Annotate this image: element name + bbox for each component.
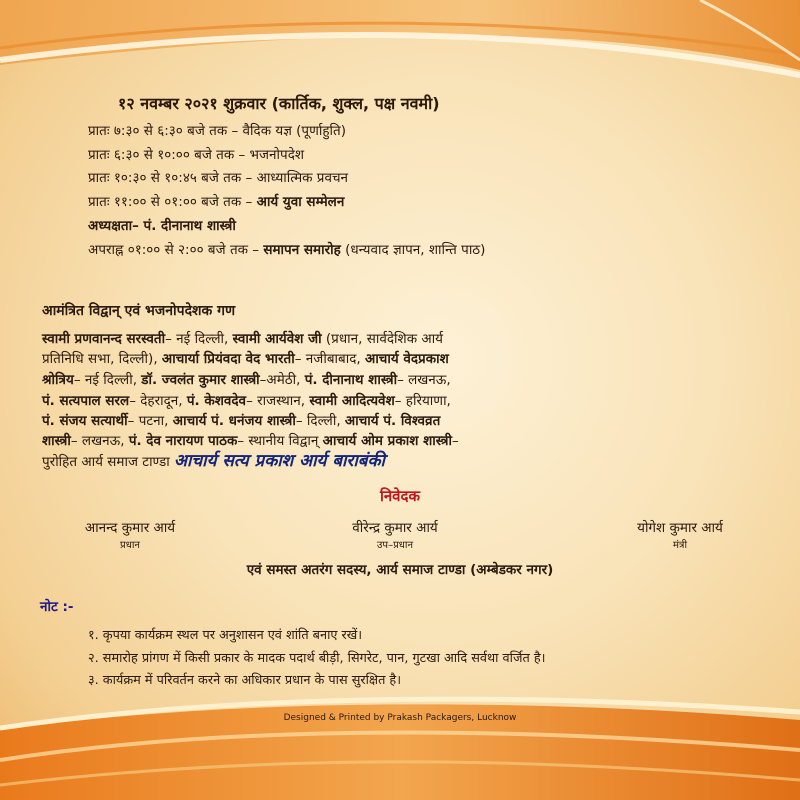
schedule-item (88, 145, 304, 165)
closing-line (88, 240, 485, 260)
handwritten-signature: आचार्य सत्य प्रकाश आर्य बाराबंकी (174, 451, 385, 471)
invited-line (42, 391, 451, 411)
scholar-place: – (451, 433, 459, 449)
scholar-name: आचार्य ओम प्रकाश शास्त्री (322, 433, 452, 449)
schedule-time: प्रातः १०:३० से १०:४५ बजे तक – (88, 170, 253, 186)
scholar-place: – नजीबाबाद, (294, 351, 365, 367)
schedule-time: प्रातः ७:३० से ६:३० बजे तक – (88, 123, 239, 139)
schedule-item (88, 192, 344, 212)
official-name: आनन्द कुमार आर्य (84, 520, 176, 536)
scholar-name: पं. केशवदेव (186, 393, 247, 409)
schedule-time: प्रातः ११:०० से ०१:०० बजे तक – (88, 194, 253, 210)
note-item: २. समारोह प्रांगण में किसी प्रकार के मादक पदार्थ बीड़ी, सिगरेट, पान, गुटखा आदि सर्वथा वर्जित है। (88, 651, 546, 666)
closing-detail: (धन्यवाद ज्ञापन, शान्ति पाठ) (345, 242, 486, 258)
official-name: योगेश कुमार आर्य (637, 520, 723, 536)
scholar-place: – लखनऊ, (397, 372, 451, 388)
note-title: नोट :- (40, 599, 74, 615)
scholar-place: – पटना, (127, 413, 173, 429)
event-date-header: १२ नवम्बर २०२१ शुक्रवार (कार्तिक, शुक्ल, पक्ष नवमी) (118, 94, 440, 113)
scholar-name: पं. सत्यपाल सरल (42, 393, 130, 409)
scholar-name: आचार्या प्रियंवदा वेद भारती (161, 351, 295, 367)
scholar-name: पं. संजय सत्यार्थी (42, 413, 128, 429)
official-name: वीरेन्द्र कुमार आर्य (352, 520, 438, 536)
official-minister (590, 518, 770, 551)
invited-last-line (42, 451, 385, 472)
scholar-name: आचार्य वेदप्रकाश (364, 351, 449, 367)
invited-line (42, 329, 443, 349)
scholar-name: स्वामी आर्यवेश जी (232, 331, 322, 347)
schedule-event: आध्यात्मिक प्रवचन (256, 170, 349, 186)
scholar-place: – नई दिल्ली, (73, 372, 142, 388)
scholar-place: – दिल्ली, (295, 413, 345, 429)
official-vice-president (300, 518, 490, 551)
printer-credit: Designed & Printed by Prakash Packagers, Lucknow (283, 713, 517, 723)
scholar-place: – स्थानीय विद्वान् (237, 433, 323, 449)
official-president (40, 518, 220, 551)
scholar-name: स्वामी प्रणवानन्द सरस्वती (42, 331, 166, 347)
schedule-item (88, 168, 348, 188)
scholar-place: – नई दिल्ली, (165, 331, 233, 347)
scholar-place: –अमेठी, (259, 372, 305, 388)
schedule-event: भजनोपदेश (249, 147, 305, 163)
scholar-place: – हरियाणा, (394, 393, 451, 409)
note-item: १. कृपया कार्यक्रम स्थल पर अनुशासन एवं शांति बनाए रखें। (88, 628, 363, 643)
schedule-time: प्रातः ६:३० से १०:०० बजे तक – (88, 147, 246, 163)
scholar-name: पं. देव नारायण पाठक (128, 433, 238, 449)
closing-event: समापन समारोह (263, 242, 341, 258)
invited-title: आमंत्रित विद्वान् एवं भजनोपदेशक गण (42, 303, 236, 319)
invited-line (42, 370, 451, 390)
scholar-name: पं. दीनानाथ शास्त्री (304, 372, 398, 388)
invited-line (42, 431, 459, 451)
closing-time: अपराह्न ०१:०० से २:०० बजे तक – (88, 242, 260, 258)
schedule-event: वैदिक यज्ञ (पूर्णाहुति) (242, 123, 346, 139)
official-role: मंत्री (672, 540, 688, 551)
official-role: उप–प्रधान (376, 540, 414, 551)
scholar-name: डॉ. ज्वलंत कुमार शास्त्री (141, 372, 260, 388)
note-item: ३. कार्यक्रम में परिवर्तन करने का अधिकार प्रधान के पास सुरक्षित है। (88, 673, 402, 688)
members-line: एवं समस्त अतरंग सदस्य, आर्य समाज टाण्डा (अम्बेडकर नगर) (246, 562, 554, 578)
official-role: प्रधान (120, 540, 140, 551)
schedule-event: आर्य युवा सम्मेलन (256, 194, 345, 210)
scholar-place: प्रतिनिधि सभा, दिल्ली), (42, 351, 162, 367)
scholar-name: स्वामी आदित्यवेश (309, 393, 395, 409)
presidency-line: अध्यक्षता– पं. दीनानाथ शास्त्री (88, 218, 236, 234)
nivedak-heading: निवेदक (379, 487, 421, 505)
scholar-place: – देहरादून, (129, 393, 187, 409)
invited-line (42, 349, 449, 369)
invited-last-text: पुरोहित आर्य समाज टाण्डा (42, 454, 170, 470)
scholar-place: – राजस्थान, (246, 393, 310, 409)
scholar-name: आचार्य पं. धनंजय शास्त्री (172, 413, 296, 429)
invited-line (42, 411, 440, 431)
scholar-place: (प्रधान, सार्वदेशिक आर्य (321, 331, 443, 347)
scholar-name: आचार्य पं. विश्वव्रत (344, 413, 441, 429)
scholar-name: श्रोत्रिय (42, 372, 74, 388)
schedule-item (88, 121, 346, 141)
scholar-place: – लखनऊ, (70, 433, 129, 449)
scholar-name: शास्त्री (42, 433, 71, 449)
